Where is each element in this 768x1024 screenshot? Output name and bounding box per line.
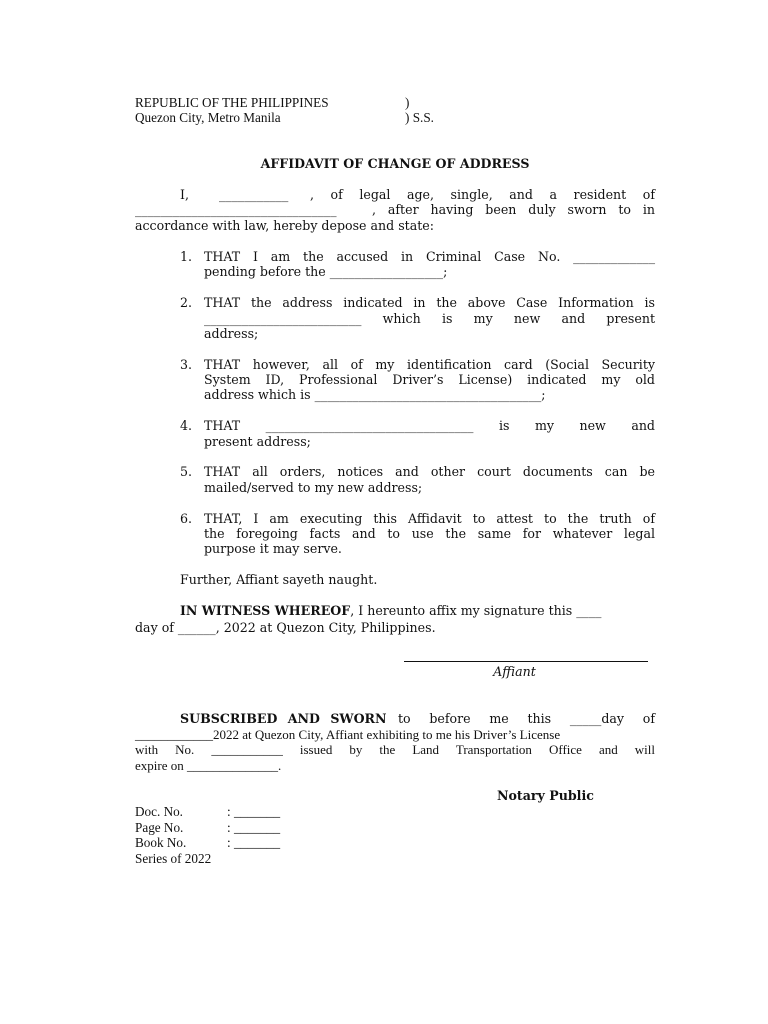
notary-public-label: Notary Public [497, 788, 594, 803]
item-4-line-1: THAT _________________________________ is my new and [204, 418, 655, 433]
intro-line3: accordance with law, hereby depose and state: [135, 218, 434, 233]
header-city: Quezon City, Metro Manila [135, 110, 281, 125]
item-2-line-2: _________________________ which is my new and present [204, 311, 655, 326]
item-3-number: 3. [180, 357, 193, 372]
doc-no-value: : _______ [227, 804, 281, 819]
witness-bold: IN WITNESS WHEREOF [180, 603, 351, 618]
page-no-label: Page No. [135, 820, 184, 835]
item-3-line-3: address which is ____________________________________; [204, 387, 546, 402]
intro-line2-b: , after having been duly sworn to in [372, 202, 655, 217]
intro-address-blank: ________________________________ [135, 202, 337, 217]
series-label: Series of 2022 [135, 851, 212, 866]
item-6-line-1: THAT, I am executing this Affidavit to attest to the truth of [204, 511, 655, 526]
affiant-signature-line [404, 661, 648, 662]
witness-line-1 [180, 603, 655, 619]
item-6-number: 6. [180, 511, 193, 526]
header-paren: ) [405, 95, 410, 110]
page-no-value: : _______ [227, 820, 281, 835]
item-2-number: 2. [180, 295, 193, 310]
intro-line1-b: , of legal age, single, and a resident of [310, 187, 655, 202]
book-no-value: : _______ [227, 835, 281, 850]
item-4-number: 4. [180, 418, 193, 433]
subscribed-line-1: to before me this _____day of [398, 711, 655, 726]
subscribed-bold: SUBSCRIBED AND SWORN [180, 711, 387, 726]
header-ss: ) S.S. [405, 110, 434, 125]
subscribed-line-4: expire on ______________. [135, 758, 282, 773]
item-3-line-2: System ID, Professional Driver’s License) indicated my old [204, 372, 655, 387]
item-2-line-3: address; [204, 326, 259, 341]
document-title: AFFIDAVIT OF CHANGE OF ADDRESS [260, 156, 530, 171]
item-5-line-2: mailed/served to my new address; [204, 480, 423, 495]
item-6-line-3: purpose it may serve. [204, 541, 342, 556]
item-3-line-1: THAT however, all of my identification card (Social Security [204, 357, 655, 372]
item-6-line-2: the foregoing facts and to use the same for whatever legal [204, 526, 655, 541]
item-2-line-1: THAT the address indicated in the above Case Information is [204, 295, 655, 310]
item-4-line-2: present address; [204, 434, 311, 449]
header-republic: REPUBLIC OF THE PHILIPPINES [135, 95, 329, 110]
witness-rest: , I hereunto affix my signature this ____ [350, 603, 602, 618]
further-statement: Further, Affiant sayeth naught. [180, 572, 378, 587]
witness-line-2: day of ______, 2022 at Quezon City, Philippines. [135, 620, 436, 635]
affiant-label: Affiant [493, 664, 536, 679]
subscribed-line-2: ____________2022 at Quezon City, Affiant exhibiting to me his Driver’s License [135, 727, 561, 742]
intro-line1-a: I, [180, 187, 189, 202]
book-no-label: Book No. [135, 835, 187, 850]
item-5-number: 5. [180, 464, 193, 479]
intro-name-blank: ___________ [219, 187, 289, 202]
item-5-line-1: THAT all orders, notices and other court documents can be [204, 464, 655, 479]
item-1-number: 1. [180, 249, 193, 264]
item-1-line-1: THAT I am the accused in Criminal Case No. _____________ [204, 249, 655, 264]
doc-no-label: Doc. No. [135, 804, 183, 819]
item-1-line-2: pending before the __________________; [204, 264, 448, 279]
subscribed-line-3: with No. ___________ issued by the Land Transportation Office and will [135, 742, 655, 757]
